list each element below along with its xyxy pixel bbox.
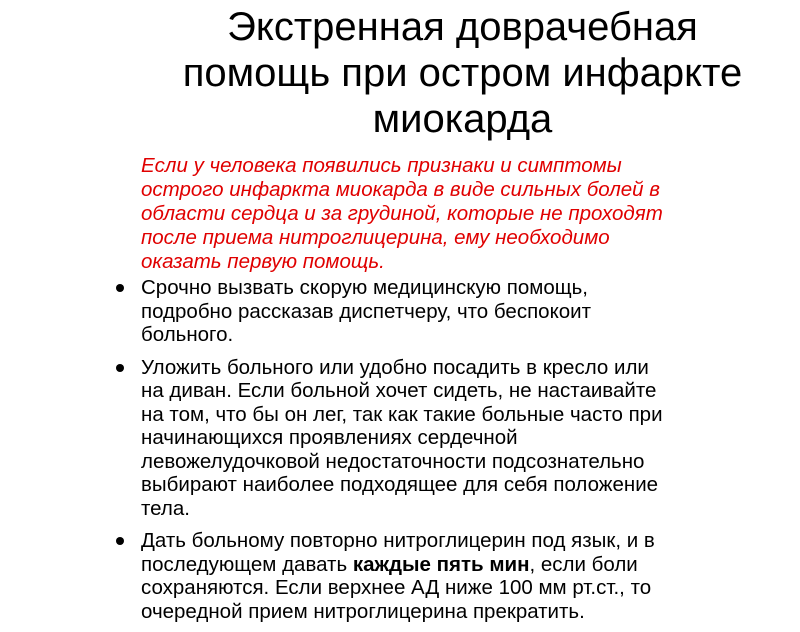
bullet-line: выбирают наиболее подходящее для себя положение bbox=[141, 473, 659, 496]
intro-line: острого инфаркта миокарда в виде сильных болей в bbox=[141, 178, 660, 201]
intro-text bbox=[141, 154, 781, 274]
bullet-line: тела. bbox=[141, 496, 190, 520]
title-line: помощь при остром инфаркте bbox=[182, 51, 743, 95]
title-line: Экстренная доврачебная bbox=[227, 5, 698, 49]
bullet-line: подробно рассказав диспетчеру, что беспокоит bbox=[141, 299, 592, 323]
intro-line: Если у человека появились признаки и симптомы bbox=[141, 154, 622, 177]
bullet-line: Уложить больного или удобно посадить в кресло или bbox=[141, 355, 649, 379]
title-line: миокарда bbox=[372, 97, 553, 141]
intro-line: оказать первую помощь. bbox=[141, 250, 385, 273]
bullet-line: Дать больному повторно нитроглицерин под язык, и в bbox=[141, 529, 655, 552]
bullet-bold-text: каждые пять мин bbox=[352, 552, 530, 576]
bullet-line: Срочно вызвать скорую медицинскую помощь, bbox=[141, 276, 588, 299]
bullet-line: больного. bbox=[141, 323, 234, 346]
bullet-dot-icon bbox=[116, 364, 124, 372]
slide-title bbox=[140, 4, 785, 142]
bullet-item bbox=[112, 529, 782, 623]
bullet-line: на том, что бы он лег, так как такие больные часто при bbox=[141, 402, 663, 426]
bullet-item bbox=[112, 356, 782, 521]
bullet-text: , если боли bbox=[529, 552, 638, 576]
bullet-line: сохраняются. Если верхнее АД ниже 100 мм рт.ст., то bbox=[141, 576, 652, 599]
bullet-item bbox=[112, 276, 782, 347]
bullet-dot-icon bbox=[116, 537, 124, 545]
bullet-line: левожелудочковой недостаточности подсознательно bbox=[141, 449, 645, 473]
bullet-line bbox=[141, 553, 782, 577]
intro-line: после приема нитроглицерина, ему необходимо bbox=[141, 226, 610, 249]
bullet-list bbox=[112, 276, 782, 632]
bullet-line: начинающихся проявлениях сердечной bbox=[141, 426, 518, 449]
bullet-line: на диван. Если больной хочет сидеть, не настаивайте bbox=[141, 379, 657, 402]
bullet-line: очередной прием нитроглицерина прекратить. bbox=[141, 599, 585, 623]
bullet-text: последующем давать bbox=[141, 552, 353, 576]
intro-line: области сердца и за грудиной, которые не проходят bbox=[141, 202, 663, 225]
bullet-dot-icon bbox=[116, 284, 124, 292]
